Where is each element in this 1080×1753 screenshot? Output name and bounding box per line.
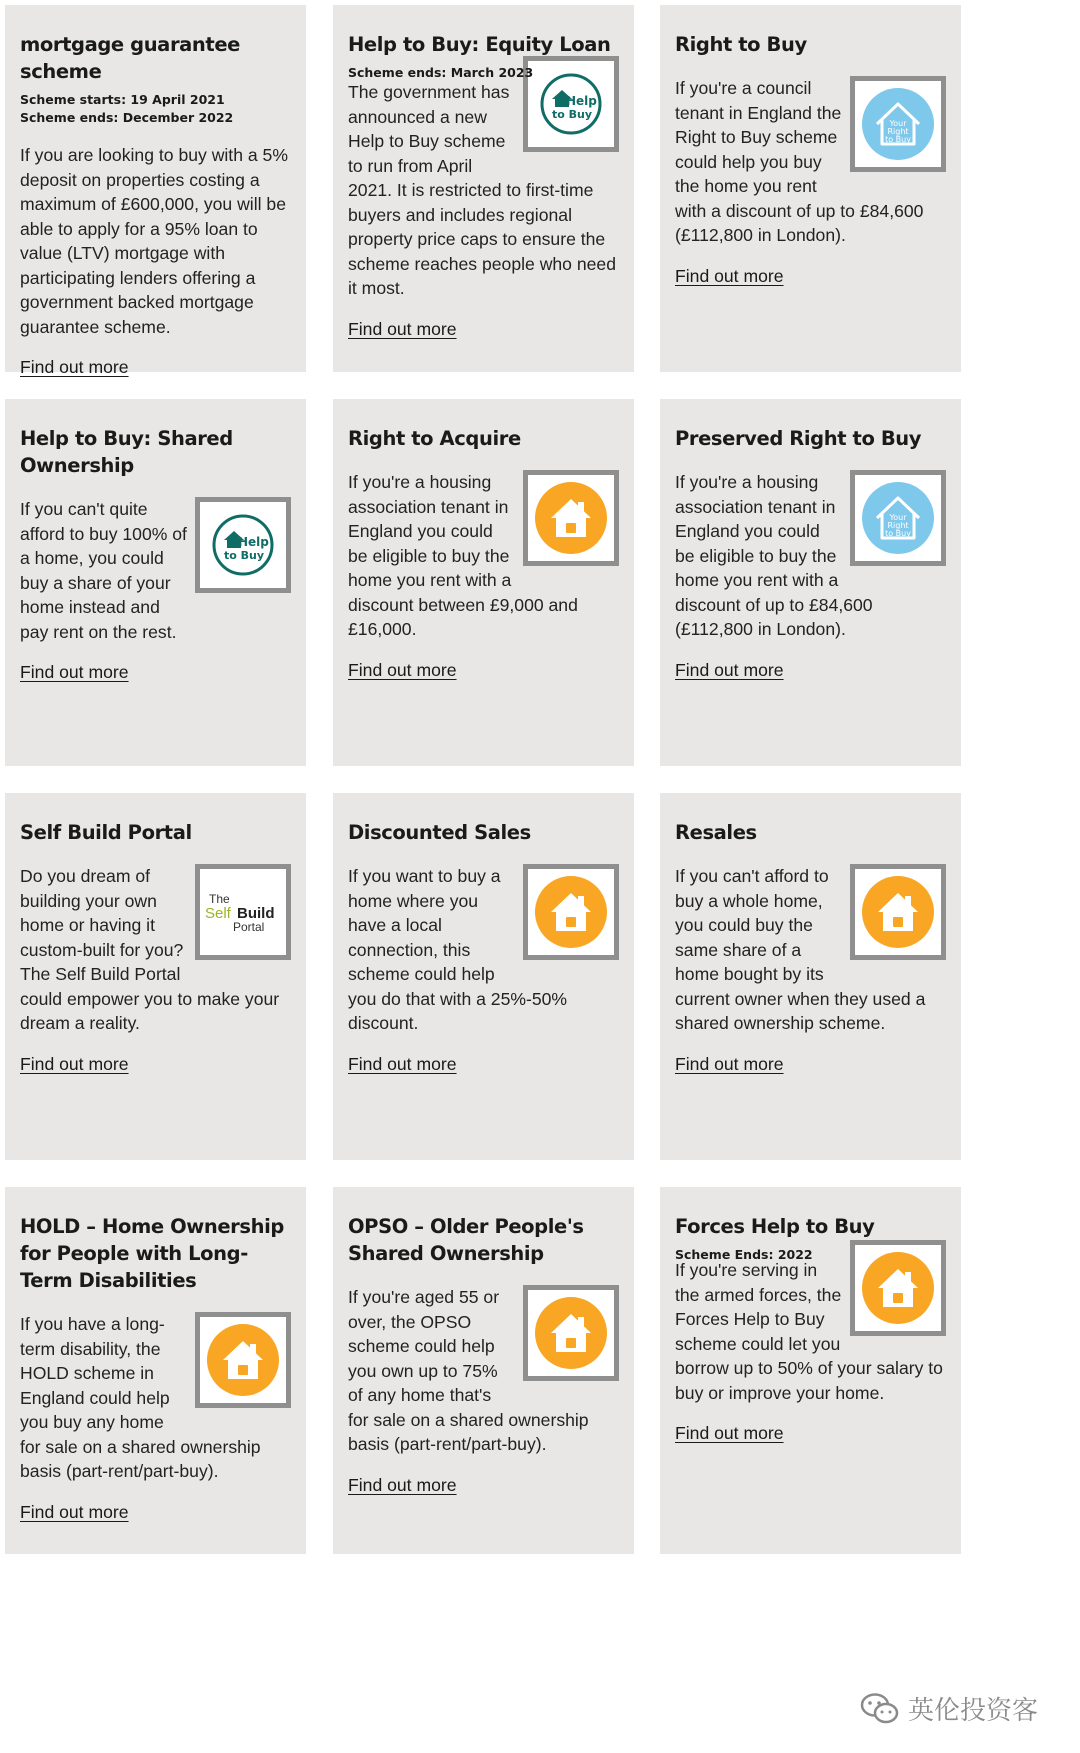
help-to-buy-logo [523,56,619,152]
card-description: If you're a housing association tenant in England you could be eligible to buy the home you rent with a discount of up to £84,600 (£112,800 in London). [675,472,873,639]
card-body [675,864,946,1036]
logo-line-1: The [209,892,230,906]
logo-line-1: Your [889,513,907,522]
card-body [20,1312,291,1484]
find-out-more-link[interactable]: Find out more [348,659,457,680]
card-title: Right to Buy [675,33,807,56]
logo-line-1: Your [889,119,907,128]
house-icon [523,470,619,566]
card-description: If you can't quite afford to buy 100% of a home, you could buy a share of your home instead and pay rent on the rest. [20,499,187,642]
card-description: If you are looking to buy with a 5% deposit on properties costing a maximum of £600,000, you will be able to apply for a 95% loan to value (LTV) mortgage with participating lenders offering a government backed mortgage guarantee scheme. [20,145,288,337]
card-description: If you're a council tenant in England the Right to Buy scheme could help you buy the home you rent with a discount of up to £84,600 (£112,800 in London). [675,78,924,245]
house-icon [523,864,619,960]
logo-line-1: Help [238,535,269,549]
card-title: OPSO – Older People's Shared Ownership [348,1215,584,1265]
self-build-portal-logo [195,864,291,960]
card-title: Preserved Right to Buy [675,427,922,450]
house-icon [523,1285,619,1381]
card-body [348,470,619,642]
card-title: Help to Buy: Equity Loan [348,33,611,56]
wechat-icon [860,1692,900,1726]
house-icon [850,864,946,960]
find-out-more-link[interactable]: Find out more [20,357,129,377]
logo-line-3: Portal [233,920,265,934]
card-description: If you're a housing association tenant in England you could be eligible to buy the home you rent with a discount between £9,000 and £16,000. [348,472,578,639]
scheme-card [660,399,961,766]
card-body [675,76,946,248]
scheme-date: Scheme ends: March 2023 [348,65,534,80]
card-description: If you have a long-term disability, the HOLD scheme in England could help you buy any home for sale on a shared ownership basis (part-rent/part-buy). [20,1314,261,1481]
card-description: Do you dream of building your own home or having it custom-built for you? The Self Build Portal could empower you to make your dream a reality. [20,866,280,1033]
scheme-card [5,399,306,766]
find-out-more-link[interactable]: Find out more [348,318,457,339]
scheme-card [660,1187,961,1554]
card-body [348,864,619,1036]
scheme-card [333,5,634,372]
scheme-card [5,5,306,377]
card-body [348,1285,619,1457]
card-body [675,1258,946,1405]
card-body [675,470,946,642]
find-out-more-link[interactable]: Find out more [675,265,784,286]
find-out-more-link[interactable]: Find out more [675,659,784,680]
find-out-more-link[interactable]: Find out more [675,1053,784,1074]
find-out-more-link[interactable]: Find out more [20,1053,129,1074]
scheme-card [5,1187,306,1554]
your-right-to-buy-logo [850,470,946,566]
your-right-to-buy-logo [850,76,946,172]
card-title: Help to Buy: Shared Ownership [20,427,233,477]
watermark [860,1690,1038,1727]
logo-line-2: Right [887,127,909,136]
card-description: If you want to buy a home where you have a local connection, this scheme could help you do that with a 25%-50% discount. [348,866,568,1033]
card-description: If you're serving in the armed forces, the Forces Help to Buy scheme could let you borrow up to 50% of your salary to buy or improve your home. [675,1260,943,1403]
watermark-text: 英伦投资客 [908,1696,1039,1726]
find-out-more-link[interactable]: Find out more [348,1053,457,1074]
scheme-card [333,793,634,1160]
card-title: Discounted Sales [348,821,531,844]
card-body [20,864,291,1036]
scheme-card [333,1187,634,1554]
logo-line-2: Right [887,521,909,530]
house-icon [195,1312,291,1408]
scheme-card [5,793,306,1160]
card-description: If you're aged 55 or over, the OPSO scheme could help you own up to 75% of any home that's for sale on a shared ownership basis (part-rent/part-buy). [348,1287,589,1454]
card-title: Right to Acquire [348,427,521,450]
logo-line-3: to Buy [885,135,911,144]
logo-line-3: to Buy [885,529,911,538]
card-title: Forces Help to Buy [675,1215,875,1238]
find-out-more-link[interactable]: Find out more [20,662,129,682]
card-description: The government has announced a new Help to Buy scheme to run from April 2021. It is restricted to first-time buyers and includes regional property price caps to ensure the scheme reaches people who need it most. [348,82,616,298]
logo-line-2a: Self [205,905,231,922]
card-title: mortgage guarantee scheme [20,33,240,83]
logo-line-1: Help [566,94,597,108]
help-to-buy-logo [195,497,291,593]
scheme-date: Scheme Ends: 2022 [675,1247,813,1262]
card-body [20,143,291,339]
logo-line-2b: Build [237,905,275,922]
scheme-dates [20,91,291,127]
card-title: Self Build Portal [20,821,192,844]
card-body [348,80,619,301]
house-icon [850,1240,946,1336]
find-out-more-link[interactable]: Find out more [675,1423,784,1443]
scheme-card [660,793,961,1160]
logo-line-2: to Buy [224,549,265,562]
scheme-date: Scheme ends: December 2022 [20,110,234,125]
card-title: Resales [675,821,757,844]
card-body [20,497,291,644]
find-out-more-link[interactable]: Find out more [20,1501,129,1522]
scheme-card [333,399,634,766]
find-out-more-link[interactable]: Find out more [348,1474,457,1495]
card-description: If you can't afford to buy a whole home, you could buy the same share of a home bought by its current owner when they used a shared ownership scheme. [675,866,926,1033]
scheme-card [660,5,961,372]
logo-line-2: to Buy [552,108,593,121]
scheme-date: Scheme starts: 19 April 2021 [20,92,225,107]
card-title: HOLD – Home Ownership for People with Long-Term Disabilities [20,1215,284,1292]
